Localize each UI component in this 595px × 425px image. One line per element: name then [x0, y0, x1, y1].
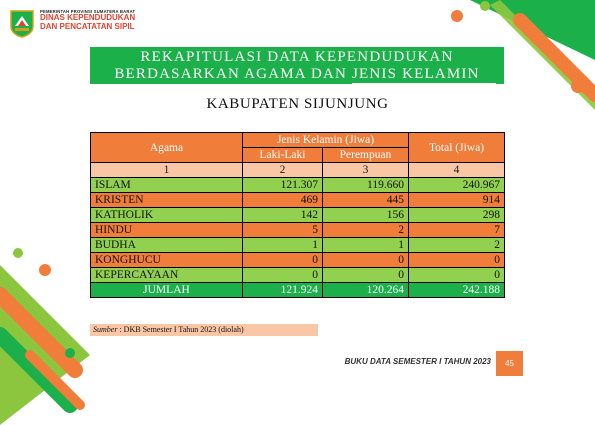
header-agama: Agama [91, 133, 243, 163]
religion-cell: BUDHA [91, 238, 243, 253]
male-cell: 121.307 [243, 178, 323, 193]
female-cell: 1 [323, 238, 409, 253]
agency-header [10, 10, 135, 38]
female-cell: 2 [323, 223, 409, 238]
province-emblem-icon [10, 10, 34, 38]
table-row [91, 238, 505, 253]
female-cell: 0 [323, 268, 409, 283]
agency-name-line2: DAN PENCATATAN SIPIL [40, 21, 135, 31]
total-label: JUMLAH [91, 283, 243, 298]
source-note [90, 324, 318, 336]
header-laki-laki: Laki-Laki [243, 148, 323, 163]
agency-province: PEMERINTAH PROVINSI SUMATERA BARAT [40, 9, 136, 14]
banner-title-line2: BERDASARKAN AGAMA DAN JENIS KELAMIN [114, 66, 480, 82]
source-label: Sumber [93, 325, 118, 334]
table-row [91, 253, 505, 268]
table-row [91, 208, 505, 223]
female-cell: 0 [323, 253, 409, 268]
male-cell: 5 [243, 223, 323, 238]
religion-cell: ISLAM [91, 178, 243, 193]
table-row [91, 268, 505, 283]
male-cell: 469 [243, 193, 323, 208]
male-cell: 0 [243, 268, 323, 283]
male-cell: 0 [243, 253, 323, 268]
total-cell: 7 [409, 223, 505, 238]
banner-underline [352, 83, 496, 84]
agency-name-line1: DINAS KEPENDUDUKAN [40, 13, 136, 23]
religion-cell: KATHOLIK [91, 208, 243, 223]
index-cell: 3 [323, 163, 409, 178]
table-row [91, 223, 505, 238]
total-cell: 298 [409, 208, 505, 223]
total-cell: 914 [409, 193, 505, 208]
header-perempuan: Perempuan [323, 148, 409, 163]
banner-title-line1: REKAPITULASI DATA KEPENDUDUKAN [140, 49, 454, 65]
title-banner [90, 47, 504, 84]
total-row [91, 283, 505, 298]
total-cell: 0 [409, 268, 505, 283]
total-male-cell: 121.924 [243, 283, 323, 298]
male-cell: 1 [243, 238, 323, 253]
female-cell: 119.660 [323, 178, 409, 193]
female-cell: 445 [323, 193, 409, 208]
region-title: KABUPATEN SIJUNJUNG [206, 96, 389, 112]
male-cell: 142 [243, 208, 323, 223]
index-cell: 4 [409, 163, 505, 178]
index-cell: 1 [91, 163, 243, 178]
total-female-cell: 120.264 [323, 283, 409, 298]
total-cell: 2 [409, 238, 505, 253]
header-total: Total (Jiwa) [409, 133, 505, 163]
header-jenis-kelamin: Jenis Kelamin (Jiwa) [243, 133, 409, 148]
religion-cell: KRISTEN [91, 193, 243, 208]
footer-title: BUKU DATA SEMESTER I TAHUN 2023 [344, 357, 491, 366]
female-cell: 156 [323, 208, 409, 223]
total-cell: 0 [409, 253, 505, 268]
total-cell: 240.967 [409, 178, 505, 193]
source-text: : DKB Semester I Tahun 2023 (diolah) [119, 325, 244, 334]
table-row [91, 193, 505, 208]
index-cell: 2 [243, 163, 323, 178]
religion-cell: KEPERCAYAAN [91, 268, 243, 283]
religion-gender-table [90, 132, 505, 298]
religion-cell: HINDU [91, 223, 243, 238]
religion-cell: KONGHUCU [91, 253, 243, 268]
table-row [91, 178, 505, 193]
grand-total-cell: 242.188 [409, 283, 505, 298]
page-number: 45 [496, 351, 523, 376]
